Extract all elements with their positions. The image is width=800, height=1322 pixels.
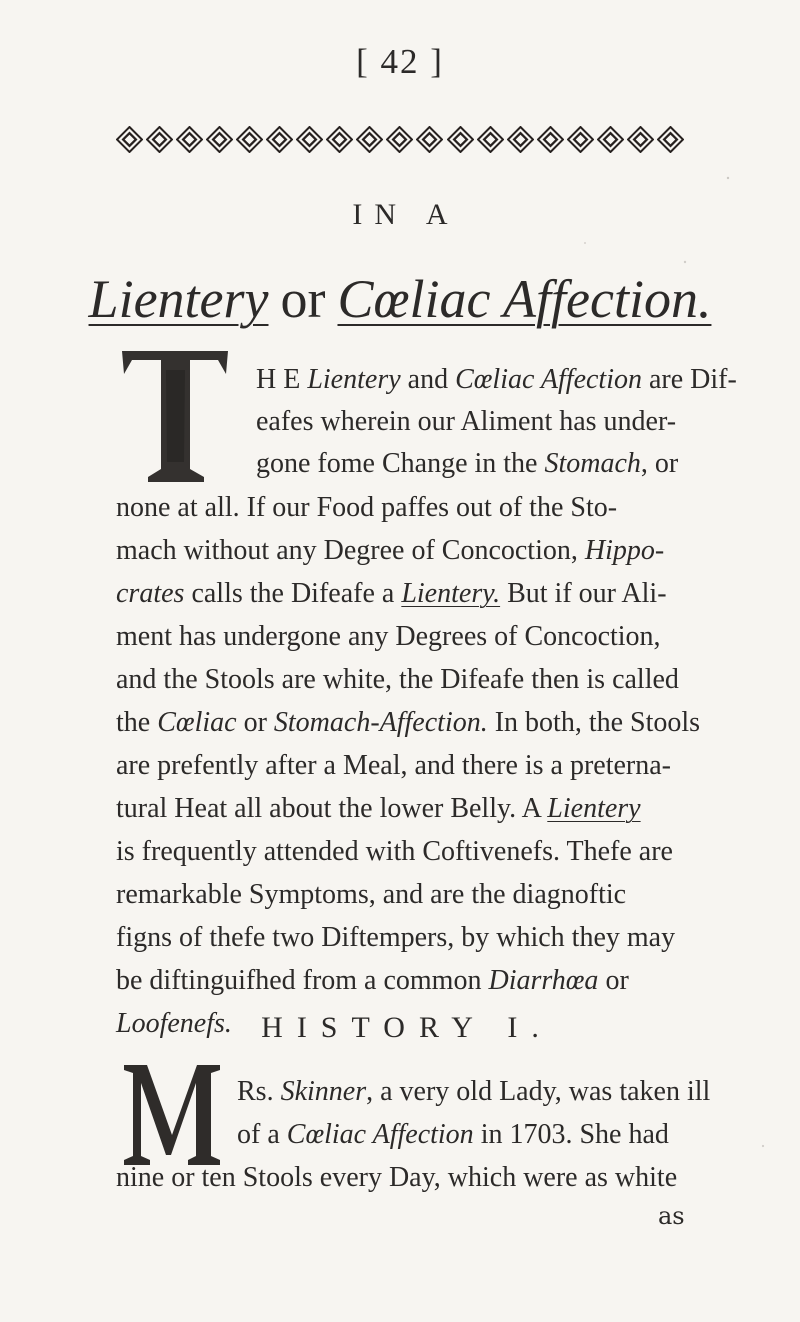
section-body-line-10-text-1: are prefently after a Meal, and there is a preterna-: [116, 750, 672, 781]
fleuron-icon: [567, 126, 594, 153]
fleuron-icon: [356, 126, 383, 153]
history-body-line-2-text-1: of a: [237, 1119, 287, 1150]
history-body-line-2-text-2: Cœliac Affection: [286, 1119, 474, 1150]
section-body-line-9: [116, 709, 700, 737]
section-body-line-6: [116, 580, 667, 608]
section-body-line-7: [116, 623, 661, 651]
fleuron-icon: [266, 126, 293, 153]
section-body-line-10: [116, 752, 671, 780]
section-body-line-2: [256, 408, 676, 436]
dropcap-m-ornament: [116, 1063, 228, 1167]
section-body-line-4: [116, 494, 617, 522]
page-number: [ 42 ]: [356, 42, 444, 81]
section-body-line-16-text-1: Loofenefs.: [116, 1008, 232, 1039]
section-body-line-14: [116, 924, 675, 952]
history-heading: HISTORY I.: [261, 1011, 553, 1044]
title-lientery: Lientery: [88, 269, 269, 329]
section-body-line-2-text-1: eafes wherein our Aliment has under-: [256, 406, 677, 437]
history-body-line-1-text-3: , a very old Lady, was taken ill: [366, 1076, 711, 1107]
section-body-line-5-text-2: Hippo-: [584, 535, 665, 566]
fleuron-icon: [206, 126, 233, 153]
section-body-line-1-text-3: and: [400, 364, 456, 395]
section-body-line-9-text-2: Cœliac: [157, 707, 237, 738]
section-body-line-15-text-1: be diftinguifhed from a common: [116, 965, 489, 996]
section-title: [0, 269, 800, 329]
section-body-line-1-text-4: Cœliac Affection: [455, 364, 642, 395]
fleuron-icon: [657, 126, 684, 153]
section-body-line-4-text-1: none at all. If our Food paffes out of the Sto-: [116, 492, 618, 523]
section-body-line-6-text-4: But if our Ali-: [500, 578, 667, 609]
section-body-line-13: [116, 881, 626, 909]
dropcap-t-ornament: [116, 342, 234, 486]
history-body-line-3-text-1: nine or ten Stools every Day, which were as white: [116, 1162, 678, 1193]
history-body-line-1-text-2: Skinner: [280, 1076, 367, 1107]
fleuron-icon: [236, 126, 263, 153]
section-body-line-12: [116, 838, 673, 866]
title-coeliac: Cœliac Affection.: [337, 269, 712, 329]
fleuron-icon: [477, 126, 504, 153]
fleuron-icon: [507, 126, 534, 153]
section-body-line-9-text-1: the: [116, 707, 158, 738]
section-body-line-9-text-5: In both, the Stools: [487, 707, 701, 738]
section-body-line-11-text-2: Lientery: [547, 793, 641, 824]
section-body-line-15-text-3: or: [598, 965, 629, 996]
fleuron-icon: [386, 126, 413, 153]
fleuron-icon: [447, 126, 474, 153]
section-body-line-6-text-1: crates: [116, 578, 185, 609]
section-body-line-1-text-2: Lientery: [307, 364, 401, 395]
fleuron-icon: [416, 126, 443, 153]
title-connector: or: [280, 269, 326, 329]
fleuron-icon: [146, 126, 173, 153]
section-body-line-15: [116, 967, 629, 995]
fleuron-icon: [176, 126, 203, 153]
section-body-line-1-text-1: H E: [256, 364, 308, 395]
section-body-line-3-text-2: Stomach: [544, 448, 641, 479]
section-body-line-3-text-1: gone fome Change in the: [256, 448, 545, 479]
section-body-line-1-text-5: are Dif-: [642, 364, 737, 395]
section-body-line-11: [116, 795, 641, 823]
section-body-line-15-text-2: Diarrhœa: [488, 965, 599, 996]
section-body-line-12-text-1: is frequently attended with Coftivenefs. Thefe are: [116, 836, 673, 867]
section-body-line-8-text-1: and the Stools are white, the Difeafe then is called: [116, 664, 679, 695]
catchword: as: [658, 1202, 685, 1230]
ornament-border: [116, 121, 684, 157]
section-body-line-7-text-1: ment has undergone any Degrees of Concoction,: [116, 621, 661, 652]
section-prefix: IN A: [352, 198, 460, 231]
history-body-line-3: [116, 1164, 677, 1192]
section-body-line-5-text-1: mach without any Degree of Concoction,: [116, 535, 585, 566]
section-body-line-6-text-3: Lientery.: [401, 578, 501, 609]
section-body-line-6-text-2: calls the Difeafe a: [184, 578, 402, 609]
history-body-line-2-text-3: in 1703. She had: [473, 1119, 669, 1150]
history-body-line-2: [237, 1121, 669, 1149]
section-body-line-5: [116, 537, 664, 565]
fleuron-icon: [537, 126, 564, 153]
section-body-line-14-text-1: figns of thefe two Diftempers, by which they may: [116, 922, 676, 953]
section-body-line-13-text-1: remarkable Symptoms, and are the diagnoftic: [116, 879, 627, 910]
section-body-line-8: [116, 666, 679, 694]
section-body-line-9-text-3: or: [236, 707, 274, 738]
section-body-line-3-text-3: , or: [640, 448, 679, 479]
fleuron-icon: [597, 126, 624, 153]
history-body-line-1-text-1: Rs.: [237, 1076, 281, 1107]
section-body-line-9-text-4: Stomach-Affection.: [273, 707, 488, 738]
history-body-line-1: [237, 1078, 710, 1106]
section-body-line-11-text-1: tural Heat all about the lower Belly. A: [116, 793, 548, 824]
section-body-line-3: [256, 450, 678, 478]
fleuron-icon: [116, 126, 143, 153]
fleuron-icon: [326, 126, 353, 153]
fleuron-icon: [627, 126, 654, 153]
section-body-line-1: [256, 366, 737, 394]
fleuron-icon: [296, 126, 323, 153]
